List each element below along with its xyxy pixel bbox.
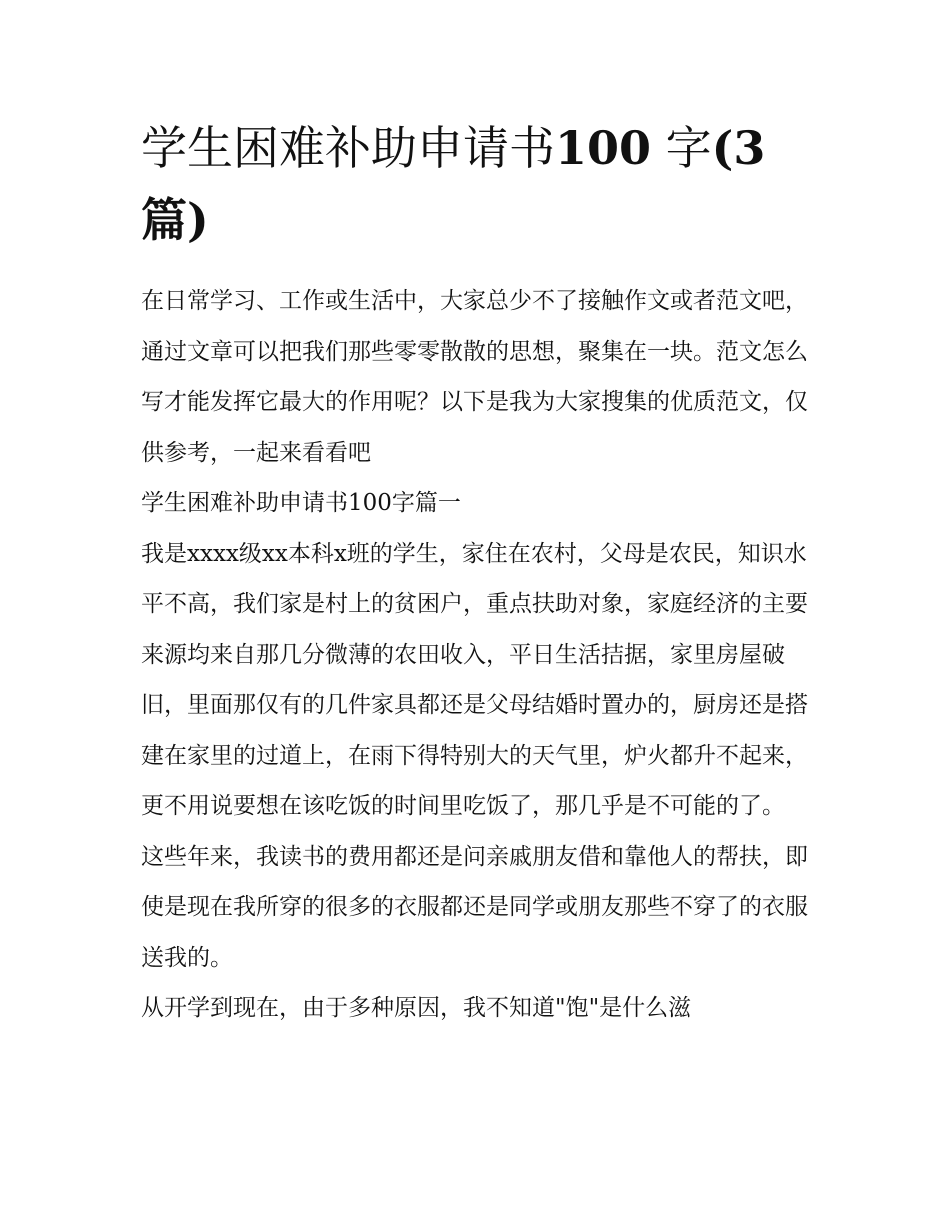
intro-paragraph: 在日常学习、工作或生活中，大家总少不了接触作文或者范文吧，通过文章可以把我们那些零零散散的思想，聚集在一块。范文怎么写才能发挥它最大的作用呢？以下是我为大家搜集的优质范文，仅供参考，一起来看看吧: [141, 288, 808, 466]
document-page: [141, 112, 821, 1034]
document-title: [141, 112, 821, 256]
title-main: 学生困难补助申请书: [141, 121, 555, 175]
section-heading: 学生困难补助申请书100字篇一: [141, 490, 461, 516]
body-paragraph: 我是xxxx级xx本科x班的学生，家住在农村，父母是农民，知识水平不高，我们家是村上的贫困户，重点扶助对象，家庭经济的主要来源均来自那几分微薄的农田收入，平日生活拮据，家里房屋破旧，里面那仅有的几件家具都还是父母结婚时置办的，厨房还是搭建在家里的过道上，在雨下得特别大的天气里，炉火都升不起来，更不用说要想在该吃饭的时间里吃饭了，那几乎是不可能的了。: [141, 540, 808, 819]
title-char: 字: [651, 121, 712, 175]
body-paragraph: 从开学到现在，由于多种原因，我不知道"饱"是什么滋: [141, 995, 692, 1021]
title-number: 100: [555, 121, 652, 175]
title-tail: (3篇): [141, 121, 766, 247]
body-paragraph: 这些年来，我读书的费用都还是问亲戚朋友借和靠他人的帮扶，即使是现在我所穿的很多的衣服都还是同学或朋友那些不穿了的衣服送我的。: [141, 843, 808, 971]
